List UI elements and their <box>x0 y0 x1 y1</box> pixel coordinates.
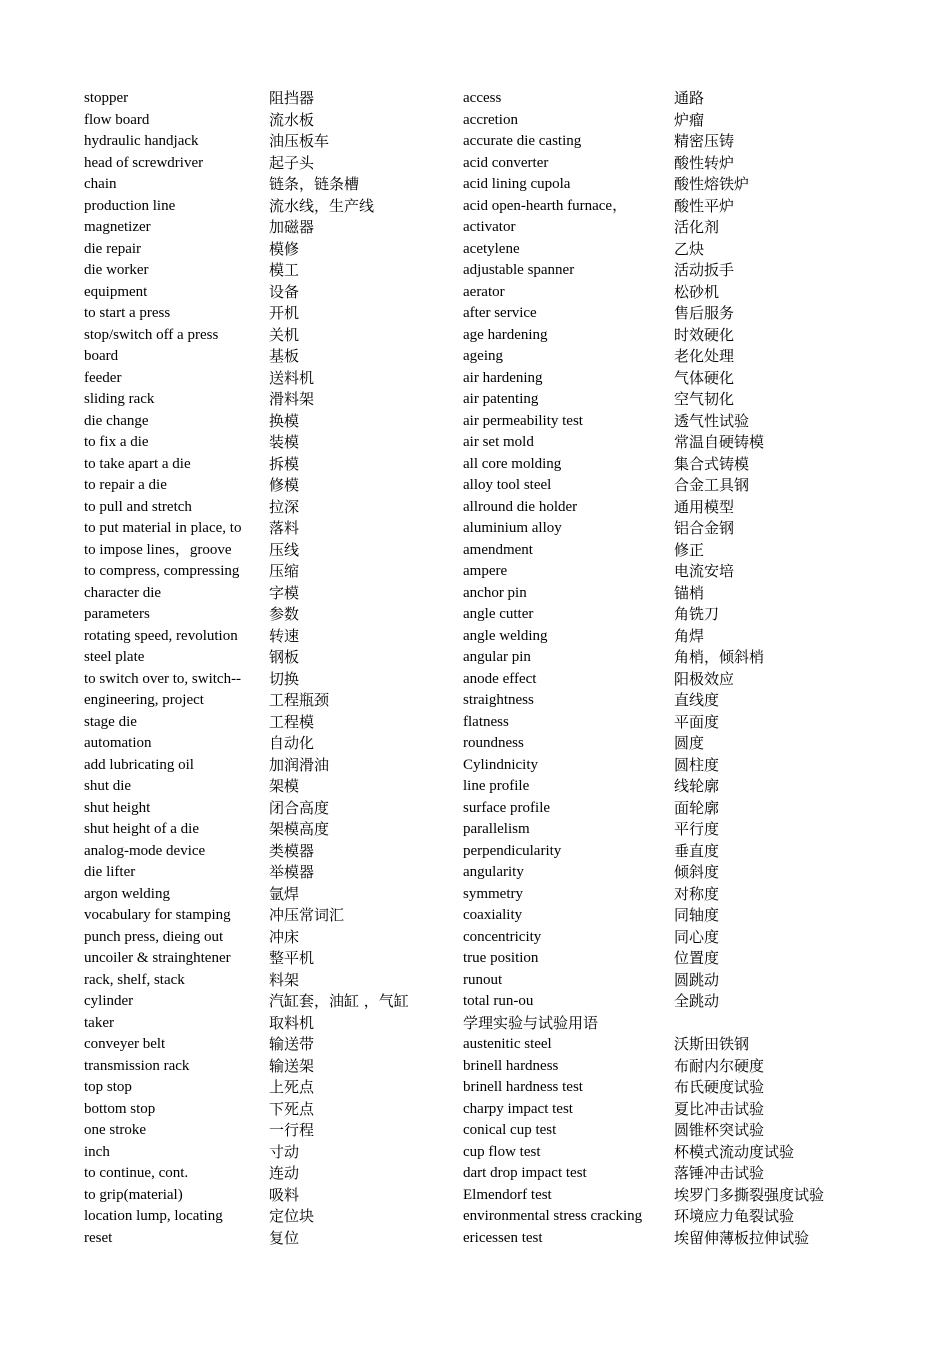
english-term: amendment <box>463 541 533 558</box>
chinese-term: 落锤冲击试验 <box>674 1164 765 1182</box>
chinese-term: 一行程 <box>269 1121 315 1139</box>
english-term: parameters <box>84 606 150 622</box>
english-term: ampere <box>463 563 508 579</box>
english-term: rack, shelf, stack <box>84 971 185 988</box>
chinese-term: 修模 <box>269 476 300 494</box>
chinese-term: 空气韧化 <box>674 390 735 408</box>
chinese-term: 平面度 <box>674 712 720 731</box>
english-term: to pull and stretch <box>84 498 192 515</box>
chinese-term: 压线 <box>269 540 300 559</box>
chinese-term: 杯模式流动度试验 <box>674 1142 795 1161</box>
english-term: uncoiler & strainghtener <box>84 950 231 966</box>
english-term: character die <box>84 584 162 601</box>
chinese-term: 全跳动 <box>674 992 720 1010</box>
english-term: head of screwdriver <box>84 154 204 171</box>
chinese-term: 角梢，倾斜梢 <box>674 648 765 666</box>
chinese-term: 电流安培 <box>674 562 735 580</box>
chinese-term: 连动 <box>269 1164 300 1182</box>
chinese-term: 链条，链条槽 <box>269 175 360 193</box>
chinese-term: 架模高度 <box>269 820 330 838</box>
chinese-term: 圆柱度 <box>674 755 720 774</box>
chinese-term: 线轮廓 <box>674 777 720 795</box>
english-term: cylinder <box>84 993 134 1009</box>
english-term: punch press, dieing out <box>84 928 224 945</box>
chinese-term: 切换 <box>269 669 300 688</box>
chinese-term: 拉深 <box>269 497 300 516</box>
chinese-term: 同心度 <box>674 927 720 946</box>
english-term: stage die <box>84 713 137 730</box>
chinese-term: 圆度 <box>674 734 705 752</box>
chinese-term: 圆跳动 <box>674 970 720 989</box>
chinese-term: 合金工具钢 <box>674 476 750 494</box>
chinese-term: 活化剂 <box>674 218 720 236</box>
chinese-term: 流水板 <box>269 110 315 129</box>
english-term: symmetry <box>463 885 523 902</box>
english-term: after service <box>463 305 537 321</box>
english-term: acid lining cupola <box>463 176 571 192</box>
chinese-term: 角铣刀 <box>674 605 720 623</box>
english-term: alloy tool steel <box>463 477 552 493</box>
english-term: to grip(material) <box>84 1186 183 1203</box>
chinese-term: 装模 <box>269 433 300 451</box>
english-term: age hardening <box>463 326 548 343</box>
chinese-term: 送料机 <box>269 368 315 387</box>
english-term: to compress, compressing <box>84 563 240 579</box>
english-term: air permeability test <box>463 412 583 429</box>
chinese-term: 油压板车 <box>269 132 330 150</box>
chinese-term: 夏比冲击试验 <box>674 1099 765 1118</box>
chinese-term: 工程瓶颈 <box>269 691 330 709</box>
chinese-term: 布耐内尔硬度 <box>674 1056 765 1075</box>
english-term: accretion <box>463 111 518 128</box>
english-term: to start a press <box>84 305 171 321</box>
chinese-term: 圆锥杯突试验 <box>674 1121 765 1139</box>
english-term: stop/switch off a press <box>84 326 219 343</box>
english-term: to impose lines，groove <box>84 541 232 558</box>
english-term: adjustable spanner <box>463 262 575 278</box>
english-term: flatness <box>463 713 509 730</box>
english-term: steel plate <box>84 649 145 665</box>
english-term: reset <box>84 1229 113 1246</box>
chinese-term: 常温自硬铸模 <box>674 433 765 451</box>
chinese-term: 埃罗门多撕裂强度试验 <box>674 1185 825 1204</box>
english-term: taker <box>84 1014 114 1031</box>
chinese-term: 上死点 <box>269 1078 315 1096</box>
english-term: die worker <box>84 262 149 278</box>
english-term: angle welding <box>463 627 548 644</box>
chinese-term: 精密压铸 <box>674 132 735 150</box>
english-term: angle cutter <box>463 606 534 622</box>
english-term: access <box>463 90 502 106</box>
chinese-term: 酸性转炉 <box>674 153 735 172</box>
chinese-term: 复位 <box>269 1228 300 1247</box>
chinese-term: 闭合高度 <box>269 798 330 817</box>
chinese-term: 流水线，生产线 <box>269 196 375 215</box>
english-term: brinell hardness test <box>463 1079 583 1095</box>
english-term: air set mold <box>463 434 534 450</box>
english-term: magnetizer <box>84 219 151 235</box>
chinese-term: 冲压常词汇 <box>269 906 345 924</box>
english-term: cup flow test <box>463 1143 541 1160</box>
chinese-term: 工程模 <box>269 712 315 731</box>
english-term: true position <box>463 950 539 966</box>
english-term: aluminium alloy <box>463 520 562 536</box>
chinese-term: 透气性试验 <box>674 411 750 430</box>
english-term: to fix a die <box>84 434 149 450</box>
english-term: line profile <box>463 778 530 794</box>
chinese-term: 氩焊 <box>269 884 300 903</box>
english-term: coaxiality <box>463 907 523 923</box>
english-term: to put material in place, to <box>84 520 242 536</box>
english-term: sliding rack <box>84 391 155 407</box>
chinese-term: 集合式铸模 <box>674 454 750 473</box>
english-term: shut height <box>84 799 151 816</box>
chinese-term: 同轴度 <box>674 906 720 924</box>
english-term: angular pin <box>463 649 531 665</box>
chinese-term: 加润滑油 <box>269 755 330 774</box>
english-term: inch <box>84 1143 110 1160</box>
english-term: conical cup test <box>463 1122 557 1138</box>
english-term: perpendicularity <box>463 842 562 859</box>
chinese-term: 对称度 <box>674 884 720 903</box>
english-term: to continue, cont. <box>84 1165 189 1181</box>
chinese-term: 气体硬化 <box>674 368 735 387</box>
chinese-term: 滑料架 <box>269 390 315 408</box>
english-term: conveyer belt <box>84 1036 166 1052</box>
chinese-term: 举模器 <box>269 863 315 881</box>
english-term: angularity <box>463 864 524 880</box>
english-term: to take apart a die <box>84 455 191 472</box>
english-term: activator <box>463 219 516 235</box>
chinese-term: 松砂机 <box>674 282 720 301</box>
chinese-term: 活动扳手 <box>674 261 735 279</box>
chinese-term: 平行度 <box>674 820 720 838</box>
chinese-term: 开机 <box>269 304 300 322</box>
english-term: parallelism <box>463 821 530 837</box>
chinese-term: 模修 <box>269 239 300 258</box>
english-term: brinell hardness <box>463 1057 559 1074</box>
english-term: add lubricating oil <box>84 756 194 773</box>
english-term: flow board <box>84 111 150 128</box>
chinese-term: 输送架 <box>269 1056 315 1075</box>
chinese-term: 修正 <box>674 540 705 559</box>
chinese-term: 售后服务 <box>674 304 735 322</box>
english-term: bottom stop <box>84 1100 156 1117</box>
chinese-term: 锚梢 <box>674 583 705 602</box>
chinese-term: 乙炔 <box>674 239 705 258</box>
english-term: air patenting <box>463 391 539 407</box>
chinese-term: 角焊 <box>674 626 705 645</box>
chinese-term: 架模 <box>269 777 300 795</box>
english-term: accurate die casting <box>463 133 582 149</box>
english-term: hydraulic handjack <box>84 133 199 149</box>
chinese-term: 寸动 <box>269 1142 300 1161</box>
chinese-term: 布氏硬度试验 <box>674 1078 765 1096</box>
english-term: Cylindnicity <box>463 756 538 773</box>
english-term: chain <box>84 176 117 192</box>
english-term: vocabulary for stamping <box>84 907 231 923</box>
english-term: board <box>84 348 119 364</box>
english-term: transmission rack <box>84 1057 190 1074</box>
chinese-term: 参数 <box>269 605 300 623</box>
english-term: runout <box>463 971 503 988</box>
chinese-term: 自动化 <box>269 734 315 752</box>
english-term: one stroke <box>84 1122 147 1138</box>
english-term: roundness <box>463 735 524 751</box>
chinese-term: 垂直度 <box>674 841 720 860</box>
chinese-term: 输送带 <box>269 1035 315 1053</box>
english-term: acetylene <box>463 240 520 257</box>
chinese-term: 字模 <box>269 583 300 602</box>
chinese-term: 炉瘤 <box>674 110 705 129</box>
chinese-term: 钢板 <box>269 648 300 666</box>
chinese-term: 沃斯田铁钢 <box>674 1035 750 1053</box>
chinese-term: 料架 <box>269 970 300 989</box>
chinese-term: 通路 <box>674 89 705 107</box>
english-term: engineering, project <box>84 692 204 708</box>
chinese-term: 压缩 <box>269 562 300 580</box>
english-term: air hardening <box>463 369 543 386</box>
english-term: die lifter <box>84 864 136 880</box>
chinese-term: 加磁器 <box>269 218 315 236</box>
chinese-term: 面轮廓 <box>674 798 720 817</box>
chinese-term: 设备 <box>269 282 300 301</box>
chinese-term: 下死点 <box>269 1099 315 1118</box>
english-term: die change <box>84 412 149 429</box>
chinese-term: 位置度 <box>674 949 720 967</box>
english-term: dart drop impact test <box>463 1165 587 1181</box>
chinese-term: 倾斜度 <box>674 863 720 881</box>
chinese-term: 阻挡器 <box>269 89 315 107</box>
chinese-term: 酸性平炉 <box>674 196 735 215</box>
chinese-term: 老化处理 <box>674 347 735 365</box>
english-term: allround die holder <box>463 498 578 515</box>
english-term: environmental stress cracking <box>463 1208 643 1224</box>
english-term: to repair a die <box>84 477 167 493</box>
english-term: location lump, locating <box>84 1208 223 1224</box>
chinese-term: 通用模型 <box>674 497 735 516</box>
english-term: straightness <box>463 692 534 708</box>
english-term: Elmendorf test <box>463 1186 552 1203</box>
chinese-term: 时效硬化 <box>674 325 735 344</box>
english-term: 学理实验与试验用语 <box>463 1013 599 1032</box>
english-term: concentricity <box>463 928 542 945</box>
english-term: anode effect <box>463 670 537 687</box>
english-term: anchor pin <box>463 584 527 601</box>
english-term: ericessen test <box>463 1229 543 1246</box>
english-term: austenitic steel <box>463 1036 552 1052</box>
english-term: die repair <box>84 240 142 257</box>
english-term: analog-mode device <box>84 842 206 859</box>
chinese-term: 定位块 <box>269 1207 315 1225</box>
chinese-term: 起子头 <box>269 153 315 172</box>
english-term: all core molding <box>463 455 562 472</box>
chinese-term: 直线度 <box>674 691 720 709</box>
chinese-term: 环境应力龟裂试验 <box>674 1207 795 1225</box>
english-term: surface profile <box>463 799 551 816</box>
chinese-term: 模工 <box>269 261 300 279</box>
english-term: stopper <box>84 90 129 106</box>
english-term: automation <box>84 735 152 751</box>
english-term: shut die <box>84 778 132 794</box>
chinese-term: 拆模 <box>269 454 300 473</box>
english-term: top stop <box>84 1079 132 1095</box>
english-term: shut height of a die <box>84 821 199 837</box>
english-term: acid converter <box>463 154 549 171</box>
chinese-term: 阳极效应 <box>674 669 735 688</box>
chinese-term: 汽缸套，油缸 ，气缸 <box>269 992 409 1010</box>
english-term: to switch over to, switch-- <box>84 670 242 687</box>
chinese-term: 取料机 <box>269 1013 315 1032</box>
english-term: argon welding <box>84 885 170 902</box>
chinese-term: 冲床 <box>269 927 300 946</box>
english-term: rotating speed, revolution <box>84 627 238 644</box>
english-term: feeder <box>84 369 122 386</box>
chinese-term: 整平机 <box>269 949 315 967</box>
chinese-term: 吸料 <box>269 1185 300 1204</box>
chinese-term: 关机 <box>269 325 300 344</box>
english-term: ageing <box>463 348 503 364</box>
chinese-term: 酸性熔铁炉 <box>674 175 750 193</box>
english-term: production line <box>84 197 176 214</box>
chinese-term: 换模 <box>269 411 300 430</box>
english-term: aerator <box>463 283 505 300</box>
chinese-term: 落料 <box>269 519 300 537</box>
chinese-term: 转速 <box>269 626 300 645</box>
chinese-term: 类模器 <box>269 841 315 860</box>
chinese-term: 埃留伸薄板拉伸试验 <box>674 1228 810 1247</box>
english-term: total run-ou <box>463 993 534 1009</box>
english-term: equipment <box>84 283 148 300</box>
chinese-term: 基板 <box>269 347 300 365</box>
english-term: acid open-hearth furnace， <box>463 197 628 214</box>
chinese-term: 铝合金钢 <box>674 519 735 537</box>
english-term: charpy impact test <box>463 1100 573 1117</box>
